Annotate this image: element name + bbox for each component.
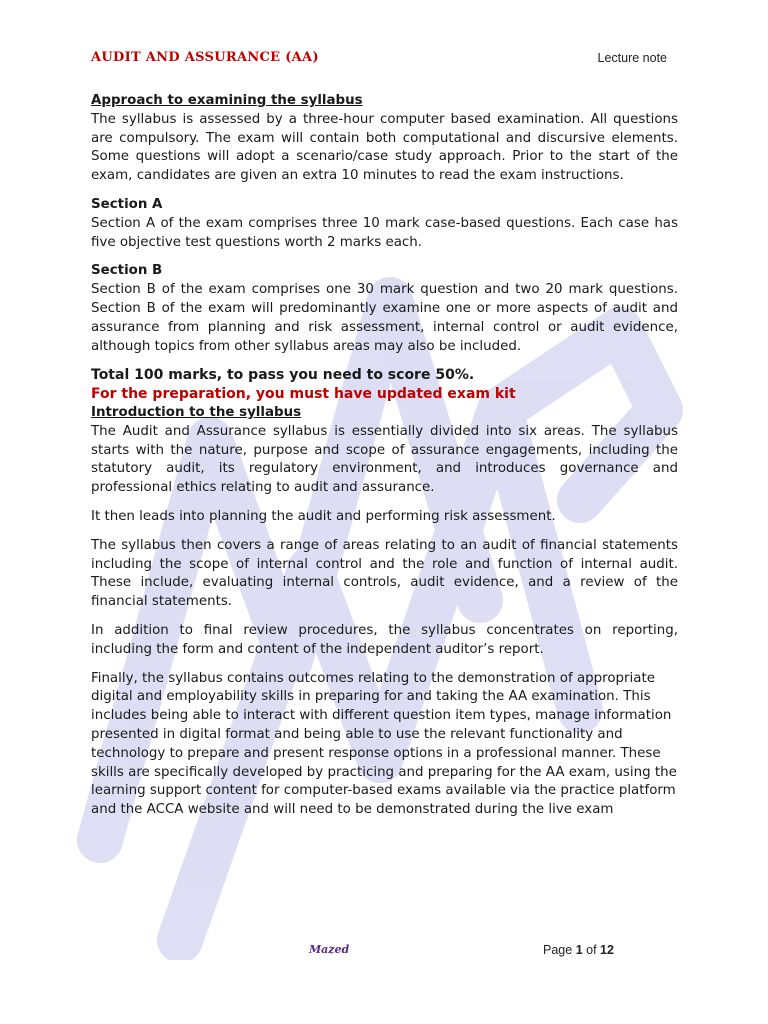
intro-paragraph-2: It then leads into planning the audit and performing risk assessment. bbox=[91, 508, 556, 524]
intro-heading: Introduction to the syllabus bbox=[91, 404, 302, 420]
preparation-note: For the preparation, you must have updated exam kit bbox=[91, 386, 516, 403]
page-total: 12 bbox=[600, 943, 614, 957]
intro-paragraph-4: In addition to final review procedures, the syllabus concentrates on reporting, including the form and content of the independent auditor’s report. bbox=[91, 622, 678, 657]
total-marks: Total 100 marks, to pass you need to score 50%. bbox=[91, 367, 475, 384]
author-signature: Mazed bbox=[309, 943, 350, 956]
document-body bbox=[91, 92, 678, 830]
page-label: Page bbox=[543, 943, 573, 957]
page-footer bbox=[91, 943, 667, 963]
approach-paragraph: The syllabus is assessed by a three-hour computer based examination. All questions are compulsory. The exam will contain both computational and discursive elements. Some questions will adopt a scenario/case study approach. Prior to the start of the exam, candidates are given an extra 10 minutes to read the exam instructions. bbox=[91, 111, 678, 184]
page-number bbox=[543, 943, 614, 957]
section-a-heading: Section A bbox=[91, 196, 163, 212]
page-current: 1 bbox=[575, 943, 583, 957]
header-title: AUDIT AND ASSURANCE (AA) bbox=[91, 50, 319, 65]
intro-paragraph-3: The syllabus then covers a range of areas relating to an audit of financial statements including the scope of internal control and the role and function of internal audit. These include, evaluating internal controls, audit evidence, and a review of the financial statements. bbox=[91, 537, 678, 610]
section-a-paragraph: Section A of the exam comprises three 10 mark case-based questions. Each case has five objective test questions worth 2 marks each. bbox=[91, 215, 678, 250]
page-header bbox=[91, 50, 667, 70]
header-note: Lecture note bbox=[597, 51, 667, 65]
approach-heading: Approach to examining the syllabus bbox=[91, 93, 363, 108]
section-b-paragraph: Section B of the exam comprises one 30 mark question and two 20 mark questions. Section B of the exam will predominantly examine one or more aspects of audit and assurance from planning and risk assessment, internal control or audit evidence, although topics from other syllabus areas may also be included. bbox=[91, 282, 678, 354]
intro-paragraph-1: The Audit and Assurance syllabus is essentially divided into six areas. The syllabus starts with the nature, purpose and scope of assurance engagements, including the statutory audit, its regulatory environment, and introduces governance and professional ethics relating to audit and assurance. bbox=[91, 423, 678, 496]
page-of: of bbox=[586, 943, 597, 957]
intro-paragraph-5: Finally, the syllabus contains outcomes relating to the demonstration of appropriate digital and employability skills in preparing for and taking the AA examination. This includes being able to interact with different question item types, manage information presented in digital format and being able to use the relevant functionality and technology to prepare and present response options in a professional manner. These skills are specifically developed by practicing and preparing for the AA exam, using the learning support content for computer-based exams available via the practice platform and the ACCA website and will need to be demonstrated during the live exam bbox=[91, 670, 677, 818]
section-b-heading: Section B bbox=[91, 263, 163, 279]
